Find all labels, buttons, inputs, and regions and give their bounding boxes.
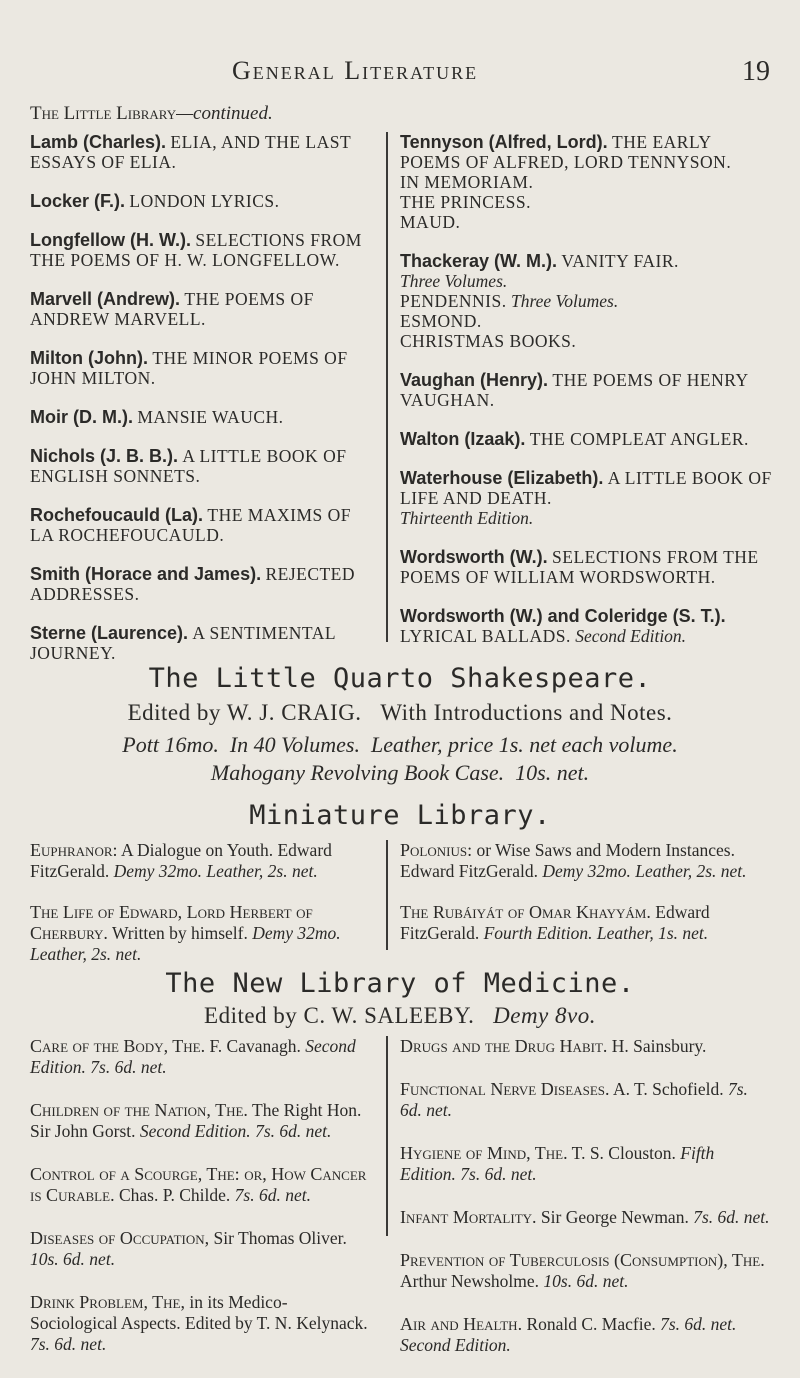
- quarto-edited-line: Edited by W. J. CRAIG. With Introductions and Notes.: [127, 700, 673, 725]
- list-item: Wordsworth (W.) and Coleridge (S. T.). LYRICAL BALLADS. Second Edition.: [400, 606, 726, 646]
- miniature-list: [30, 840, 772, 964]
- list-item: Lamb (Charles). ELIA, AND THE LAST ESSAYS OF ELIA.: [30, 132, 351, 172]
- list-item: Tennyson (Alfred, Lord). THE EARLY POEMS OF ALFRED, LORD TENNYSON. IN MEMORIAM. THE PRINCESS. MAUD.: [400, 132, 732, 232]
- list-item: Drugs and the Drug Habit. H. Sainsbury.: [400, 1036, 707, 1056]
- list-item: Vaughan (Henry). THE POEMS OF HENRY VAUGHAN.: [400, 370, 748, 410]
- subhead-continued: —continued.: [176, 103, 273, 124]
- column-divider: [386, 840, 388, 950]
- list-item: Diseases of Occupation, Sir Thomas Oliver. 10s. 6d. net.: [30, 1228, 347, 1269]
- medicine-list: [30, 1036, 772, 1355]
- subhead-label: The Little Library: [30, 103, 177, 124]
- list-item: Infant Mortality. Sir George Newman. 7s. 6d. net.: [400, 1207, 770, 1227]
- running-title: General Literature: [232, 56, 479, 85]
- column-divider: [386, 1036, 388, 1236]
- list-item: Air and Health. Ronald C. Macfie. 7s. 6d. net. Second Edition.: [400, 1314, 737, 1355]
- quarto-format-line: Pott 16mo. In 40 Volumes. Leather, price 1s. net each volume.: [122, 732, 678, 757]
- list-item: Sterne (Laurence). A SENTIMENTAL JOURNEY.: [30, 623, 336, 663]
- list-item: Euphranor: A Dialogue on Youth. Edward FitzGerald. Demy 32mo. Leather, 2s. net.: [30, 840, 332, 881]
- list-item: Drink Problem, The, in its Medico-Sociological Aspects. Edited by T. N. Kelynack. 7s. 6d. net.: [30, 1292, 368, 1354]
- list-item: Functional Nerve Diseases. A. T. Schofield. 7s. 6d. net.: [400, 1079, 748, 1120]
- list-item: Milton (John). THE MINOR POEMS OF JOHN MILTON.: [30, 348, 348, 388]
- column-divider: [386, 132, 388, 642]
- list-item: Waterhouse (Elizabeth). A LITTLE BOOK OF LIFE AND DEATH. Thirteenth Edition.: [400, 468, 772, 528]
- list-item: Thackeray (W. M.). VANITY FAIR. Three Volumes. PENDENNIS. Three Volumes. ESMOND. CHRISTMAS BOOKS.: [400, 251, 679, 351]
- list-item: Smith (Horace and James). REJECTED ADDRESSES.: [30, 564, 356, 604]
- list-item: Rochefoucauld (La). THE MAXIMS OF LA ROCHEFOUCAULD.: [30, 505, 351, 545]
- list-item: Locker (F.). LONDON LYRICS.: [30, 191, 280, 211]
- list-item: Polonius: or Wise Saws and Modern Instances. Edward FitzGerald. Demy 32mo. Leather, 2s. net.: [400, 840, 747, 881]
- list-item: Control of a Scourge, The: or, How Cancer is Curable. Chas. P. Childe. 7s. 6d. net.: [30, 1164, 367, 1205]
- section-subhead: [30, 103, 273, 125]
- list-item: The Rubáiyát of Omar Khayyám. Edward FitzGerald. Fourth Edition. Leather, 1s. net.: [400, 902, 710, 943]
- little-library-right-column: [400, 132, 772, 665]
- page-header: [0, 56, 800, 96]
- medicine-left-column: [30, 1036, 368, 1377]
- list-item: Children of the Nation, The. The Right Hon. Sir John Gorst. Second Edition. 7s. 6d. net.: [30, 1100, 362, 1141]
- miniature-title: Miniature Library.: [249, 800, 551, 831]
- list-item: Nichols (J. B. B.). A LITTLE BOOK OF ENGLISH SONNETS.: [30, 446, 347, 486]
- list-item: Care of the Body, The. F. Cavanagh. Second Edition. 7s. 6d. net.: [30, 1036, 356, 1077]
- list-item: Walton (Izaak). THE COMPLEAT ANGLER.: [400, 429, 749, 449]
- medicine-edited-line: Edited by C. W. SALEEBY. Demy 8vo.: [204, 1003, 596, 1028]
- medicine-right-column: [400, 1036, 772, 1378]
- page-number: 19: [742, 56, 770, 87]
- list-item: Prevention of Tuberculosis (Consumption), The. Arthur Newsholme. 10s. 6d. net.: [400, 1250, 765, 1291]
- list-item: Moir (D. M.). MANSIE WAUCH.: [30, 407, 284, 427]
- quarto-title: The Little Quarto Shakespeare.: [148, 663, 652, 694]
- list-item: Longfellow (H. W.). SELECTIONS FROM THE POEMS OF H. W. LONGFELLOW.: [30, 230, 362, 270]
- miniature-left-column: [30, 840, 368, 985]
- list-item: Hygiene of Mind, The. T. S. Clouston. Fifth Edition. 7s. 6d. net.: [400, 1143, 715, 1184]
- list-item: The Life of Edward, Lord Herbert of Cherbury. Written by himself. Demy 32mo. Leather, 2s. net.: [30, 902, 341, 964]
- list-item: Wordsworth (W.). SELECTIONS FROM THE POEMS OF WILLIAM WORDSWORTH.: [400, 547, 759, 587]
- miniature-right-column: [400, 840, 772, 964]
- little-library-list: [30, 132, 772, 663]
- quarto-bookcase-line: Mahogany Revolving Book Case. 10s. net.: [210, 760, 590, 785]
- little-library-left-column: [30, 132, 368, 682]
- list-item: Marvell (Andrew). THE POEMS OF ANDREW MARVELL.: [30, 289, 314, 329]
- medicine-title: The New Library of Medicine.: [165, 968, 635, 999]
